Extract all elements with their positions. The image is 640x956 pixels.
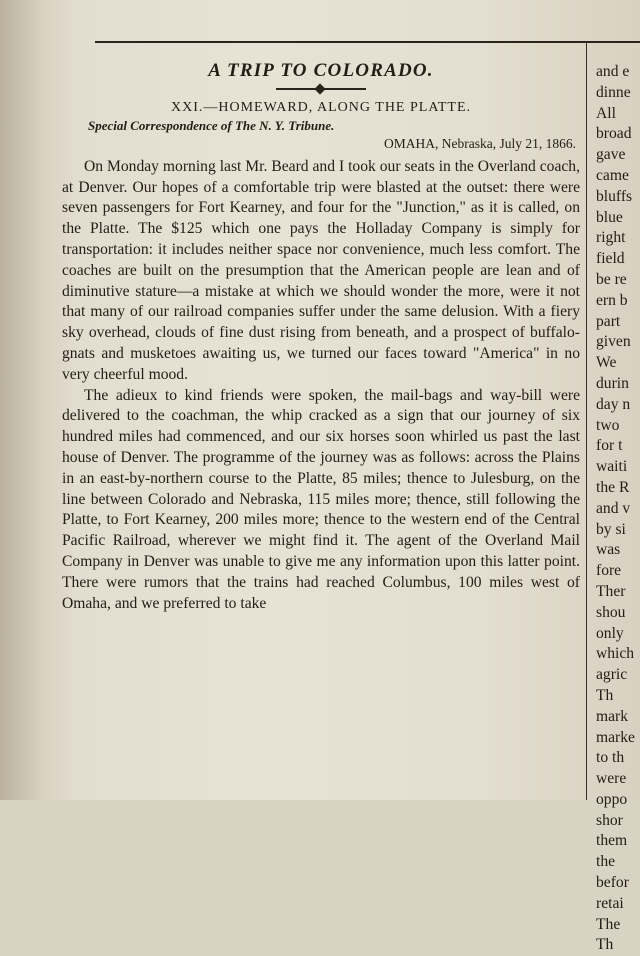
adjacent-column-line: for t [596,437,623,455]
adjacent-column-line: two [596,416,620,434]
adjacent-column-line: We [596,354,617,372]
adjacent-column-line: them [596,832,628,850]
adjacent-column-line: agric [596,666,628,684]
adjacent-column-line: All [596,104,616,122]
adjacent-column-line: befor [596,874,629,892]
adjacent-column-line: Th [596,936,614,954]
adjacent-column-line: Ther [596,582,626,600]
dateline: OMAHA, Nebraska, July 21, 1866. [384,135,576,151]
adjacent-column-line: waiti [596,458,628,476]
adjacent-column-line: came [596,166,629,184]
adjacent-column-line: were [596,770,627,788]
adjacent-column-line: dinne [596,83,631,101]
paragraph-2: The adieux to kind friends were spoken, the mail-bags and way-bill were delivered to the coachman, the whip cracked as a sign that our journey of six hundred miles had commenced, and our six horses soon whirled us past the last house of Denver. The programme of the journey was as follows: across the Plains in an east-by-northern course to the Platte, 85 miles; thence to Julesburg, on the line between Colorado and Nebraska, 115 miles more; thence, still following the Platte, to Fort Kearney, 200 miles more; thence to the western end of the Central Pacific Railroad, wherever we might find it. The agent of the Overland Mail Company in Denver was unable to give me any information upon this latter point. There were rumors that the trains had reached Columbus, 100 miles west of Omaha, and we preferred to take [62,386,580,612]
adjacent-column-line: which [596,645,635,663]
headline: A TRIP TO COLORADO. [208,60,434,81]
subheading: XXI.—HOMEWARD, ALONG THE PLATTE. [170,99,472,115]
adjacent-column-line: durin [596,374,629,392]
adjacent-column-line: shou [596,603,626,621]
adjacent-column-line: day n [596,395,631,413]
adjacent-column-line: and e [596,63,630,80]
adjacent-column-line: shor [596,811,623,829]
paragraph-1: On Monday morning last Mr. Beard and I took our seats in the Overland coach, at Denver. Our hopes of a comfortable trip were blasted at the outset: there were seven passengers for Fort Kearney, and four for the "Junction," as it is called, on the Platte. The $125 which one pays the Holladay Company is simply for transportation: it includes neither space nor convenience, much less comfort. The coaches are built on the presumption that the American people are lean and of diminutive stature—a mistake at which we should wonder the more, were it not that many of our railroad companies suffer under the same delusion. With a fiery sky overhead, clouds of fine dust rising from beneath, and a prospect of buffalo-gnats and musketoes awaiting us, we turned our faces toward "America" in no very cheerful mood. [62,157,580,383]
adjacent-column-line: to th [596,749,625,767]
adjacent-column-line: was [596,541,621,559]
adjacent-column-line: Th [596,686,614,704]
adjacent-column-line: part [596,312,621,330]
page-fold-shadow [0,0,40,800]
adjacent-column-line: the R [596,478,630,496]
adjacent-column-line: only [596,624,624,642]
adjacent-column-line: the [596,853,616,871]
byline: Special Correspondence of The N. Y. Tribune. [88,117,335,133]
adjacent-column-line: fore [596,562,622,580]
adjacent-column-line: and v [596,499,631,517]
column-divider [586,43,587,800]
adjacent-column-line: oppo [596,790,628,808]
adjacent-column-line: bluffs [596,187,633,205]
adjacent-column-line: gave [596,146,626,164]
adjacent-column-line: ern b [596,291,628,309]
adjacent-column-line: right [596,229,626,247]
adjacent-column-fragment [596,62,640,956]
adjacent-column-line: The [596,915,621,933]
column-top-rule [95,41,640,43]
ornament-rule [276,88,366,90]
adjacent-column-line: broad [596,125,632,143]
adjacent-column-line: field [596,250,625,268]
adjacent-column-line: retai [596,894,624,912]
adjacent-column-line: mark [596,707,629,725]
adjacent-column-line: by si [596,520,626,538]
adjacent-column-line: marke [596,728,635,746]
adjacent-column-line: blue [596,208,623,226]
article [62,58,580,614]
adjacent-column-line: be re [596,270,627,288]
adjacent-column-line: given [596,333,631,351]
